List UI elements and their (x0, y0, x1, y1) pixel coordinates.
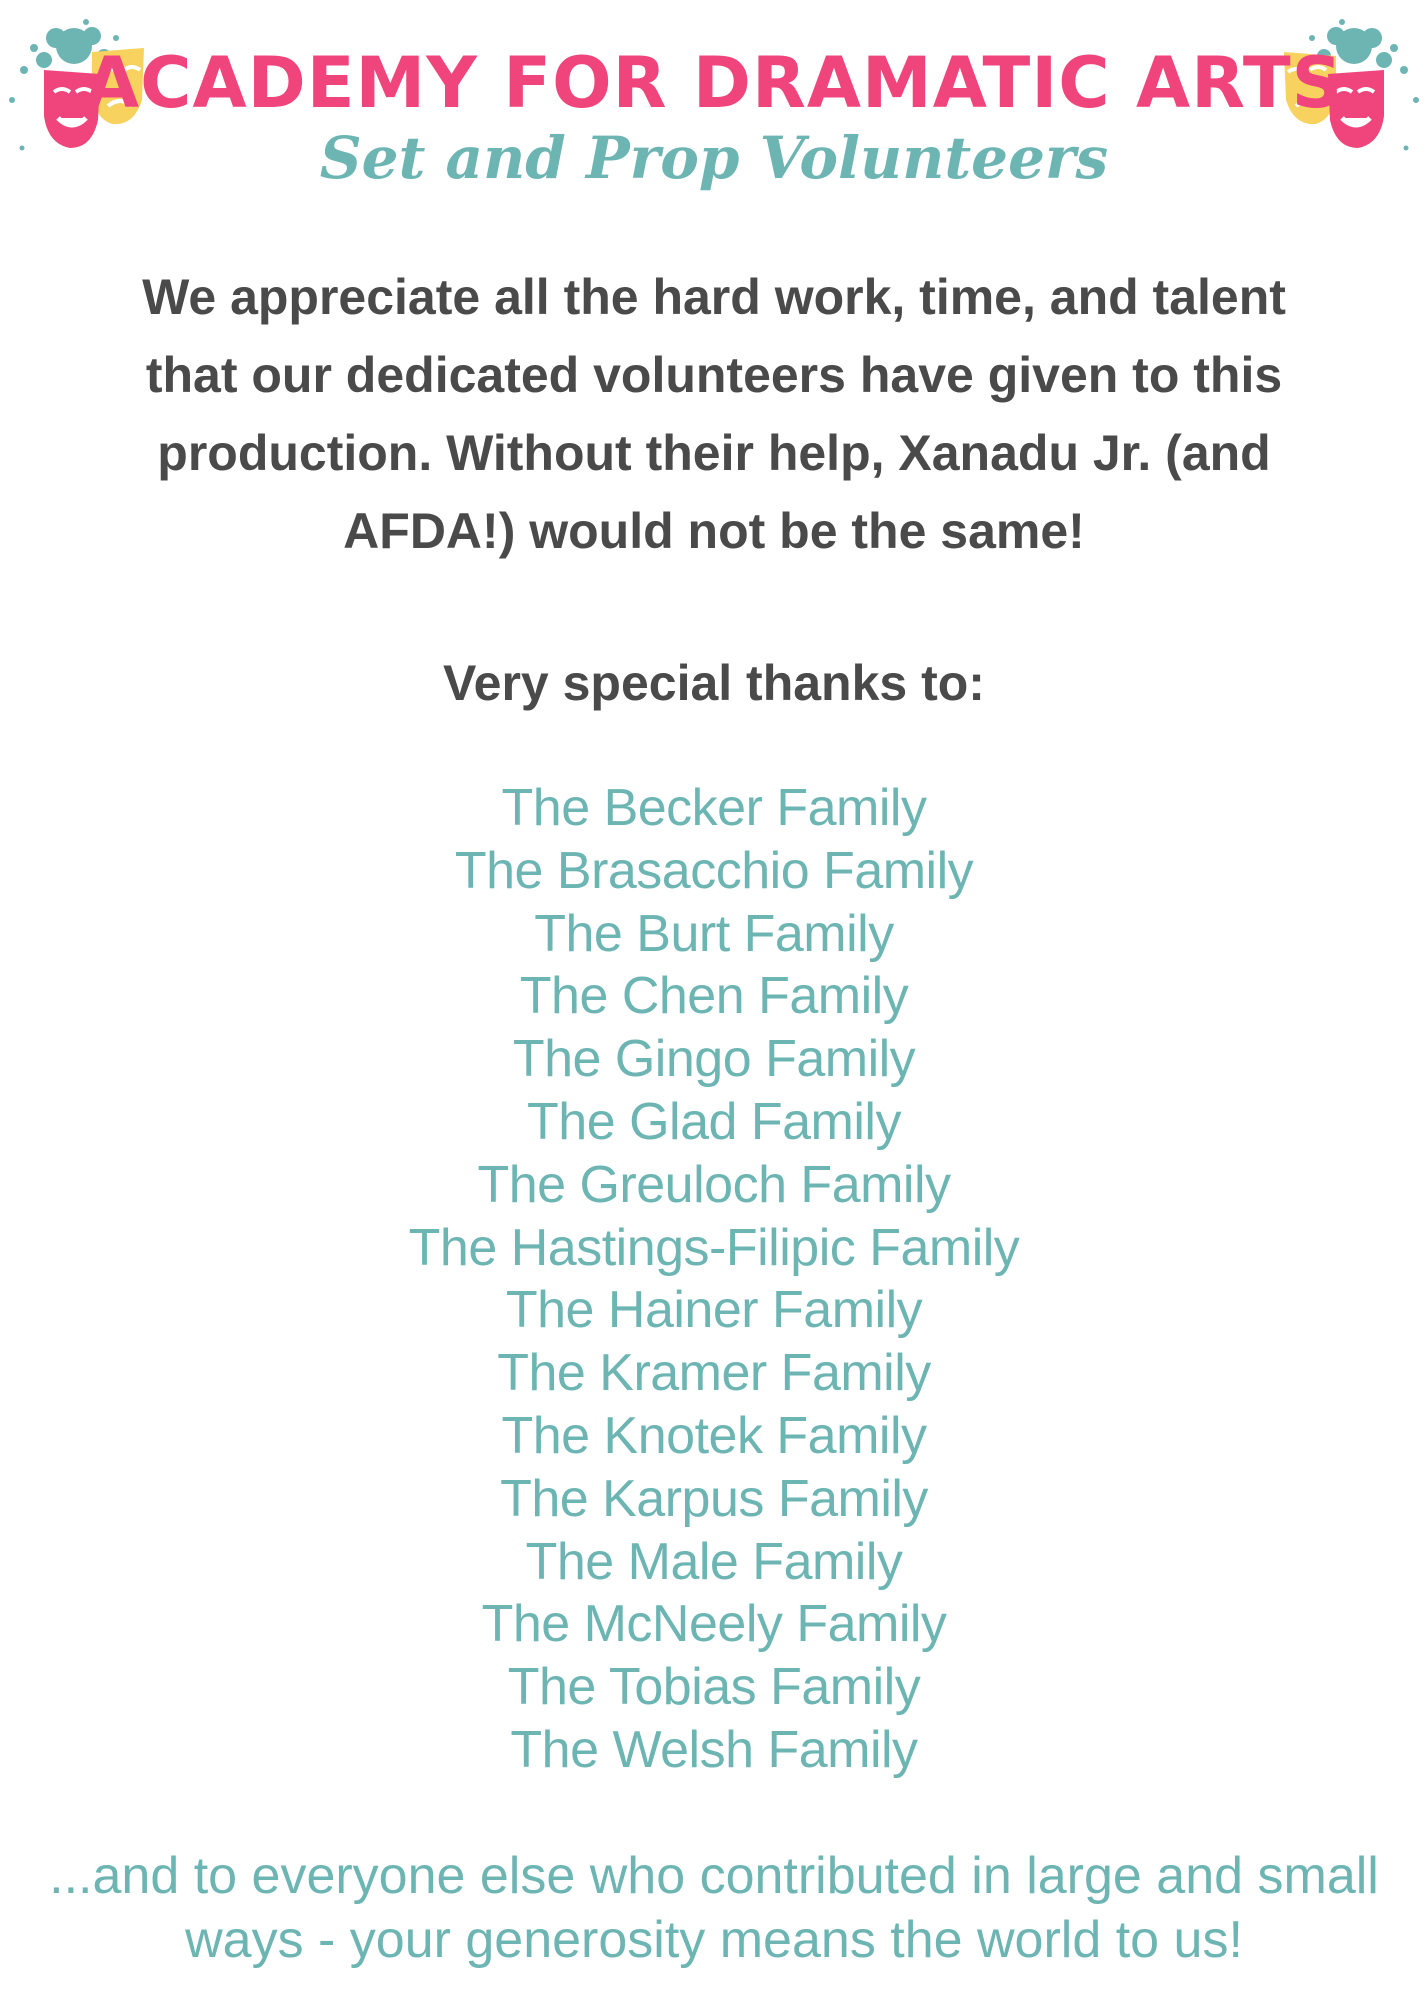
family-item: The Glad Family (527, 1092, 901, 1151)
family-item: The Greuloch Family (477, 1155, 951, 1214)
family-item: The Knotek Family (501, 1406, 927, 1465)
family-item: The Tobias Family (507, 1658, 921, 1717)
page-subtitle: Set and Prop Volunteers (319, 124, 1109, 192)
family-item: The Karpus Family (500, 1469, 928, 1528)
intro-paragraph: We appreciate all the hard work, time, and talent that our dedicated volunteers have given to this production. Without their help, Xanadu Jr. (and AFDA!) would not be the same! (142, 269, 1286, 559)
family-item: The Kramer Family (497, 1344, 931, 1403)
family-item: The McNeely Family (481, 1595, 947, 1654)
family-item: The Chen Family (519, 967, 909, 1026)
closing-message: ...and to everyone else who contributed in large and small ways - your generosity means the world to us! (49, 1847, 1379, 1969)
thanks-heading: Very special thanks to: (443, 655, 985, 711)
family-item: The Burt Family (534, 904, 894, 963)
family-item: The Male Family (525, 1532, 903, 1591)
page-title: ACADEMY FOR DRAMATIC ARTS (84, 42, 1344, 124)
family-item: The Brasacchio Family (454, 841, 974, 900)
family-item: The Hastings-Filipic Family (408, 1218, 1020, 1277)
family-list (0, 777, 1428, 1782)
family-item: The Becker Family (501, 779, 927, 837)
family-item: The Welsh Family (510, 1720, 918, 1779)
family-item: The Gingo Family (512, 1030, 916, 1089)
family-item: The Hainer Family (505, 1281, 923, 1340)
